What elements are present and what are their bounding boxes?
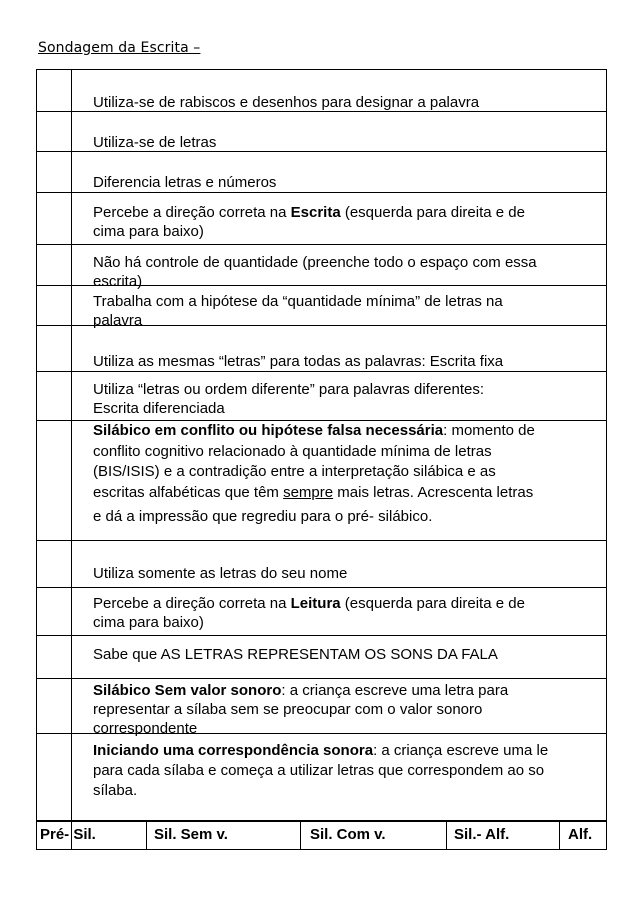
text: Utiliza “letras ou ordem diferente” para palavras diferentes: [93, 381, 485, 398]
bold-term: Silábico Sem valor sonoro [93, 682, 282, 699]
criterion-sons-fala: Sabe que AS LETRAS REPRESENTAM OS SONS DA FALA [93, 646, 498, 663]
text: : a criança escreve uma le [373, 742, 549, 759]
bold-term: Silábico em conflito ou hipótese falsa necessária [93, 422, 444, 439]
footer-label-silabico-sem-valor: Sil. Sem v. [154, 826, 228, 843]
text: conflito cognitivo relacionado à quantidade mínima de letras [93, 442, 492, 460]
criterion-direcao-leitura [93, 594, 607, 632]
footer-label-alfabetico: Alf. [568, 826, 593, 843]
criterion-rabiscos: Utiliza-se de rabiscos e desenhos para designar a palavra [93, 94, 480, 111]
criterion-silabico-sem-valor [93, 681, 607, 738]
text: correspondente [93, 720, 198, 737]
footer-label-silabico-alfabetico: Sil.- Alf. [454, 826, 510, 843]
text: Não há controle de quantidade (preenche todo o espaço com essa [93, 254, 537, 271]
criterion-diferencia: Diferencia letras e números [93, 174, 277, 191]
document-title: Sondagem da Escrita – [38, 40, 201, 56]
footer-label-silabico-com-valor: Sil. Com v. [310, 826, 386, 843]
row-divider [37, 540, 606, 541]
text: para cada sílaba e começa a utilizar letras que correspondem ao so [93, 762, 545, 779]
text: Trabalha com a hipótese da “quantidade mínima” de letras na [93, 293, 503, 310]
footer-divider [300, 820, 301, 850]
bold-term: Escrita [290, 204, 341, 221]
text: : a criança escreve uma letra para [281, 682, 509, 699]
bold-term: Iniciando uma correspondência sonora [93, 742, 374, 759]
criterion-escrita-diferenciada [93, 380, 607, 418]
text: (esquerda para direita e de [340, 204, 525, 221]
row-divider [37, 587, 606, 588]
criterion-direcao-escrita [93, 203, 607, 241]
text: e dá a impressão que regrediu para o pré- silábico. [93, 508, 433, 525]
criterion-quantidade-minima [93, 292, 607, 330]
row-divider [37, 371, 606, 372]
text: cima para baixo) [93, 223, 204, 240]
classification-footer [36, 820, 607, 850]
checklist-table [36, 69, 607, 850]
text: mais letras. Acrescenta letras [333, 483, 534, 501]
text: (BIS/ISIS) e a contradição entre a interpretação silábica e as [93, 463, 496, 480]
criterion-conflito [93, 421, 607, 528]
text: (esquerda para direita e de [340, 595, 525, 612]
row-divider [37, 244, 606, 245]
text: Escrita diferenciada [93, 400, 225, 417]
criterion-correspondencia-sonora [93, 741, 607, 801]
text: escritas alfabéticas que têm [93, 483, 284, 501]
text: cima para baixo) [93, 614, 204, 631]
footer-divider [446, 820, 447, 850]
text: Percebe a direção correta na [93, 595, 291, 612]
text: Percebe a direção correta na [93, 204, 291, 221]
row-divider [37, 635, 606, 636]
text: palavra [93, 312, 143, 329]
criterion-letras-nome: Utiliza somente as letras do seu nome [93, 565, 348, 582]
text: representar a sílaba sem se preocupar com o valor sonoro [93, 701, 483, 718]
text: sílaba. [93, 782, 138, 799]
row-divider [37, 192, 606, 193]
footer-divider [559, 820, 560, 850]
criterion-escrita-fixa: Utiliza as mesmas “letras” para todas as palavras: Escrita fixa [93, 353, 504, 370]
criterion-quantidade [93, 253, 607, 291]
criterion-letras: Utiliza-se de letras [93, 134, 217, 151]
bold-term: Leitura [290, 595, 341, 612]
text: escrita) [93, 273, 143, 290]
footer-divider [146, 820, 147, 850]
underlined-word: sempre [283, 483, 334, 501]
row-divider [37, 678, 606, 679]
text: : momento de [443, 422, 535, 439]
footer-label-pre-silabico: Pré- Sil. [40, 826, 96, 843]
